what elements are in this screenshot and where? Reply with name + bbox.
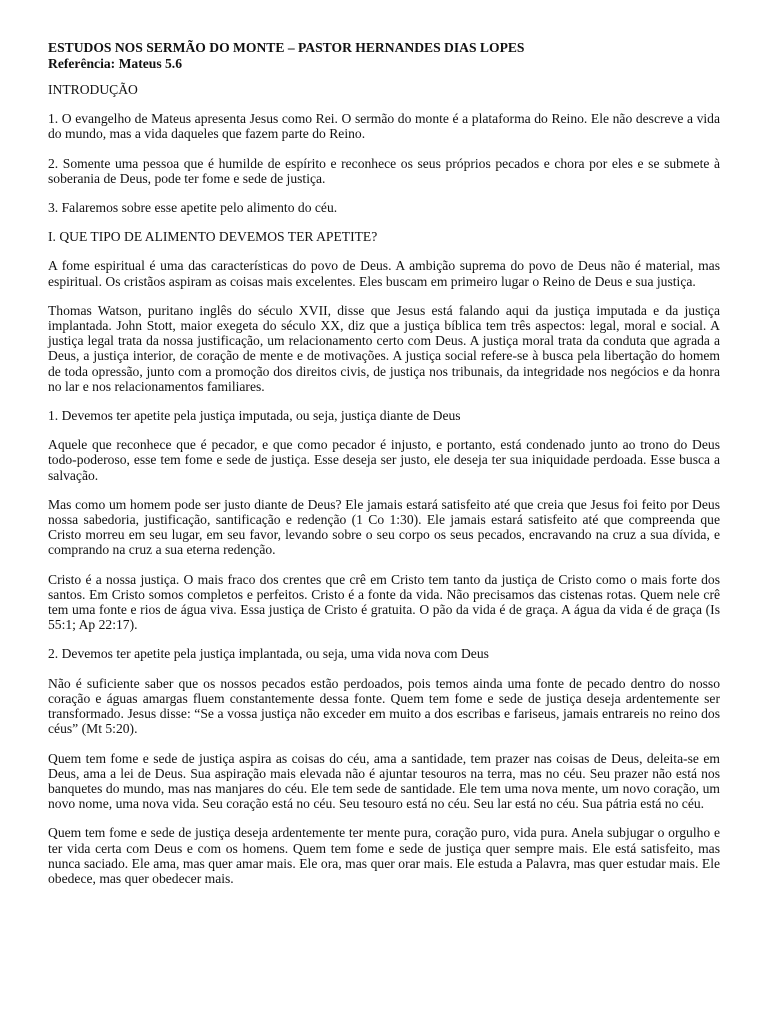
paragraph: 2. Somente uma pessoa que é humilde de espírito e reconhece os seus próprios pecados e chora por eles e se submete à soberania de Deus, pode ter fome e sede de justiça.: [48, 155, 720, 186]
paragraph: Cristo é a nossa justiça. O mais fraco dos crentes que crê em Cristo tem tanto da justiça de Cristo como o mais forte dos santos. Em Cristo somos completos e perfeitos. Cristo é a fonte da vida. Não precisamos das cistenas rotas. Quem nele crê tem uma fonte e rios de água viva. Essa justiça de Cristo é gratuita. O pão da vida é de graça. A água da vida é de graça (Is 55:1; Ap 22:17).: [48, 571, 720, 633]
paragraph: Quem tem fome e sede de justiça deseja ardentemente ter mente pura, coração puro, vida pura. Anela subjugar o orgulho e ter vida certa com Deus e com os homens. Quem tem fome e sede de justiça quer sempre mais. Ele está satisfeito, mas nunca saciado. Ele ama, mas quer amar mais. Ele ora, mas quer orar mais. Ele estuda a Palavra, mas quer estudar mais. Ele obedece, mas quer obedecer mais.: [48, 825, 720, 886]
paragraph: 3. Falaremos sobre esse apetite pelo alimento do céu.: [48, 200, 338, 216]
paragraph: Mas como um homem pode ser justo diante de Deus? Ele jamais estará satisfeito até que creia que Jesus foi feito por Deus nossa sabedoria, justificação, santificação e redenção (1 Co 1:30). Ele jamais estará satisfeito até que compreenda que Cristo morreu em seu lugar, em seu favor, levando sobre o seu corpo os seus pecados, encravando na cruz a sua dívida, e comprando na cruz a sua eterna redenção.: [48, 496, 720, 558]
paragraph: 1. O evangelho de Mateus apresenta Jesus como Rei. O sermão do monte é a plataforma do Reino. Ele não descreve a vida do mundo, mas a vida daqueles que fazem parte do Reino.: [48, 111, 720, 142]
subsection-heading: 1. Devemos ter apetite pela justiça imputada, ou seja, justiça diante de Deus: [48, 408, 461, 424]
paragraph: A fome espiritual é uma das características do povo de Deus. A ambição suprema do povo de Deus não é material, mas espiritual. Os cristãos aspiram as coisas mais excelentes. Eles buscam em primeiro lugar o Reino de Deus e sua justiça.: [48, 258, 720, 289]
paragraph: Quem tem fome e sede de justiça aspira as coisas do céu, ama a santidade, tem prazer nas coisas de Deus, deleita-se em Deus, ama a lei de Deus. Sua aspiração mais elevada não é ajuntar tesouros na terra, mas no céu. Seu prazer não está nos banquetes do mundo, mas nas manjares do céu. Ele tem sede de santidade. Ele tem uma nova mente, um novo coração, um novo nome, uma nova vida. Seu coração está no céu. Seu tesouro está no céu. Seu lar está no céu. Sua pátria está no céu.: [48, 750, 720, 812]
paragraph: Aquele que reconhece que é pecador, e que como pecador é injusto, e portanto, está condenado junto ao trono do Deus todo-poderoso, esse tem fome e sede de justiça. Esse deseja ser justo, ele deseja ter sua iniquidade perdoada. Esse busca a salvação.: [48, 437, 720, 483]
scripture-reference: Referência: Mateus 5.6: [48, 56, 182, 71]
paragraph: Não é suficiente saber que os nossos pecados estão perdoados, pois temos ainda uma fonte de pecado dentro do nosso coração e águas amargas fluem constantemente dessa fonte. Quem tem fome e sede de justiça deseja ardentemente ser transformado. Jesus disse: “Se a vossa justiça não exceder em muito a dos escribas e fariseus, jamais entrareis no reino dos céus” (Mt 5:20).: [48, 675, 720, 737]
subsection-heading: 2. Devemos ter apetite pela justiça implantada, ou seja, uma vida nova com Deus: [48, 646, 489, 662]
paragraph: Thomas Watson, puritano inglês do século XVII, disse que Jesus está falando aqui da justiça imputada e da justiça implantada. John Stott, maior exegeta do século XX, diz que a justiça bíblica tem três aspectos: legal, moral e social. A justiça legal trata da nossa justificação, um relacionamento certo com Deus. A justiça moral trata da conduta que agrada a Deus, a justiça interior, de coração de mente e de motivações. A justiça social refere-se à busca pela libertação do homem de toda opressão, junto com a promoção dos direitos civis, de justiça nos tribunais, da integridade nos negócios e da honra no lar e nos relacionamentos familiares.: [48, 302, 720, 394]
section-heading: I. QUE TIPO DE ALIMENTO DEVEMOS TER APETITE?: [48, 229, 378, 245]
section-heading-introduction: INTRODUÇÃO: [48, 82, 138, 97]
document-title: ESTUDOS NOS SERMÃO DO MONTE – PASTOR HERNANDES DIAS LOPES: [48, 40, 525, 55]
